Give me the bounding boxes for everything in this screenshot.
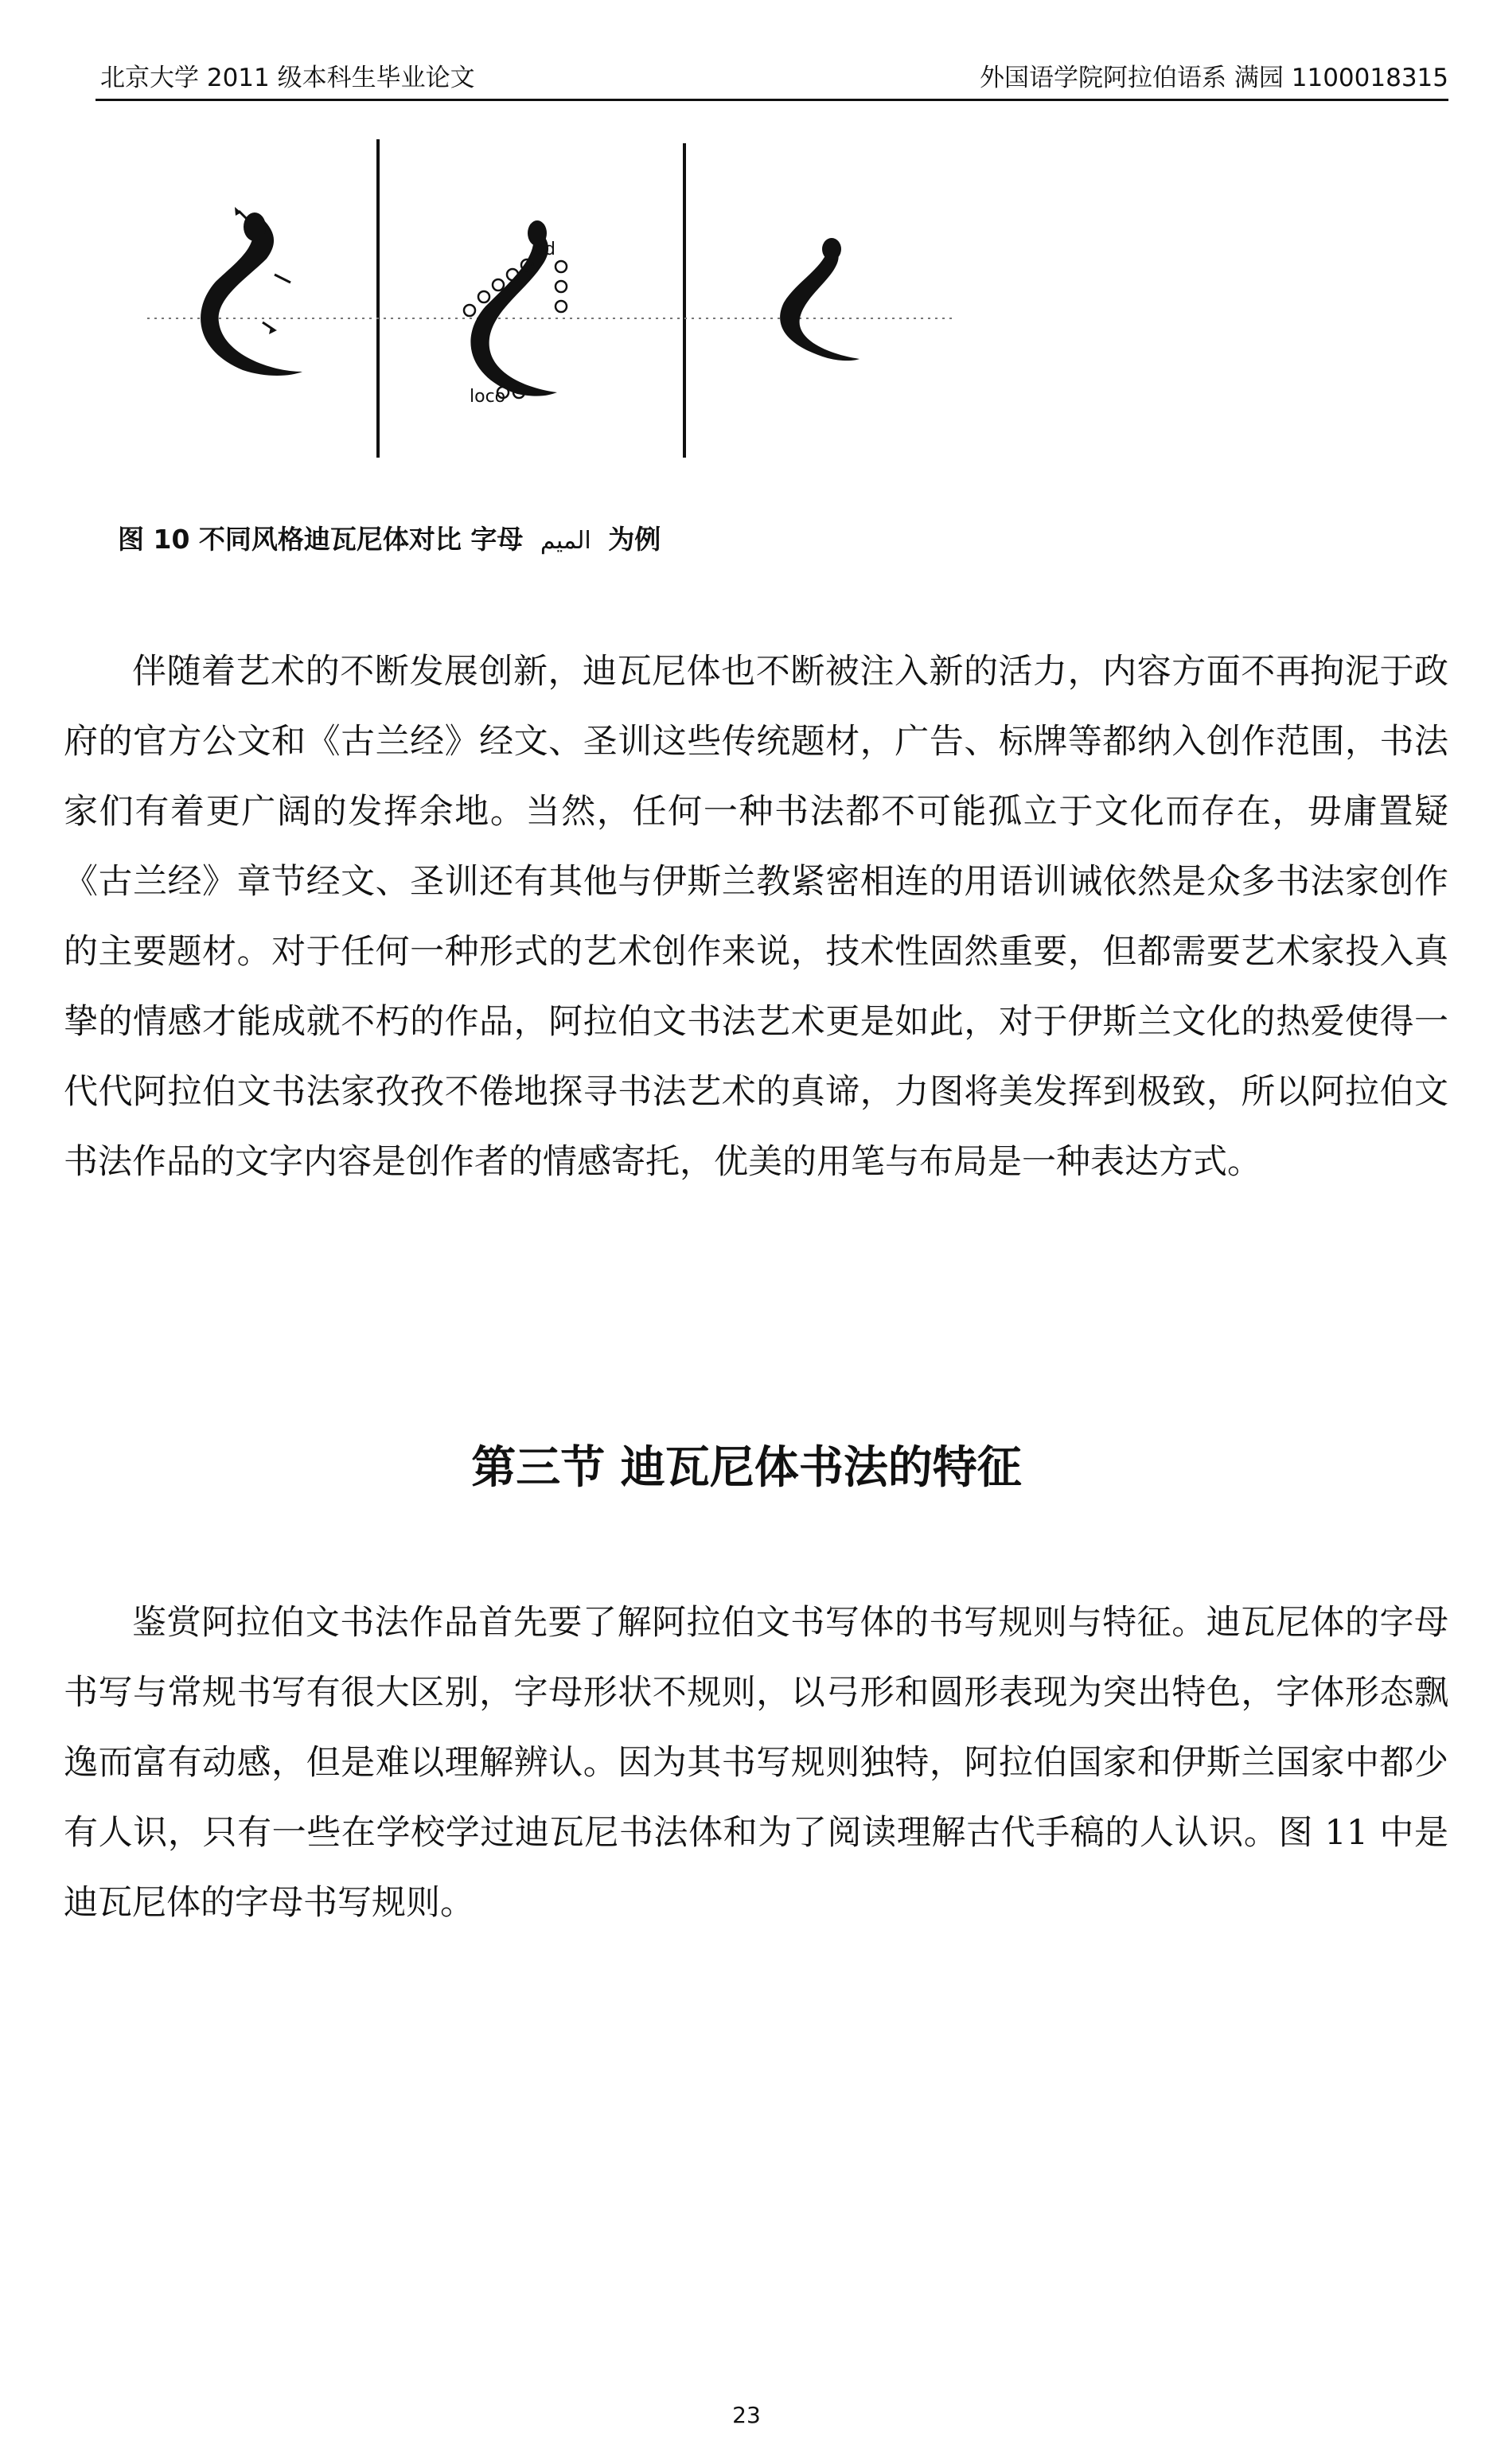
glyph-annotation-loco: loco [470, 387, 506, 407]
glyph-annotation-pd: pd [533, 240, 555, 259]
calligraphy-figure [135, 139, 971, 489]
page-header [96, 49, 1448, 101]
body-paragraph-2: 鉴赏阿拉伯文书法作品首先要了解阿拉伯文书写体的书写规则与特征。迪瓦尼体的字母书写与常规书写有很大区别，字母形状不规则，以弓形和圆形表现为突出特色，字体形态飘逸而富有动感，但是难以理解辨认。因为其书写规则独特，阿拉伯国家和伊斯兰国家中都少有人识，只有一些在学校学过迪瓦尼书法体和为了阅读理解古代手稿的人认识。图 11 中是迪瓦尼体的字母书写规则。 [64, 1603, 1448, 1923]
caption-prefix: 图 10 不同风格迪瓦尼体对比 字母 [118, 524, 524, 555]
body-paragraph-1: 伴随着艺术的不断发展创新，迪瓦尼体也不断被注入新的活力，内容方面不再拘泥于政府的官方公文和《古兰经》经文、圣训这些传统题材，广告、标牌等都纳入创作范围，书法家们有着更广阔的发挥余地。当然，任何一种书法都不可能孤立于文化而存在，毋庸置疑《古兰经》章节经文、圣训还有其他与伊斯兰教紧密相连的用语训诫依然是众多书法家创作的主要题材。对于任何一种形式的艺术创作来说，技术性固然重要，但都需要艺术家投入真挚的情感才能成就不朽的作品，阿拉伯文书法艺术更是如此，对于伊斯兰文化的热爱使得一代代阿拉伯文书法家孜孜不倦地探寻书法艺术的真谛，力图将美发挥到极致，所以阿拉伯文书法作品的文字内容是创作者的情感寄托，优美的用笔与布局是一种表达方式。 [64, 652, 1448, 1182]
page-number: 23 [732, 2402, 761, 2428]
header-thesis-title: 北京大学 2011 级本科生毕业论文 [100, 64, 475, 92]
calligraphy-comparison-image [135, 139, 971, 489]
section-title: 第三节 迪瓦尼体书法的特征 [471, 1442, 1022, 1494]
glyph-mim-style-3 [780, 238, 860, 361]
figure-caption [118, 519, 661, 556]
header-author-info: 外国语学院阿拉伯语系 满园 1100018315 [980, 64, 1448, 92]
glyph-mim-style-1 [201, 207, 302, 376]
caption-suffix: 为例 [608, 524, 661, 555]
glyph-mim-style-2 [464, 220, 567, 407]
caption-arabic-letter: الميم [540, 527, 591, 555]
